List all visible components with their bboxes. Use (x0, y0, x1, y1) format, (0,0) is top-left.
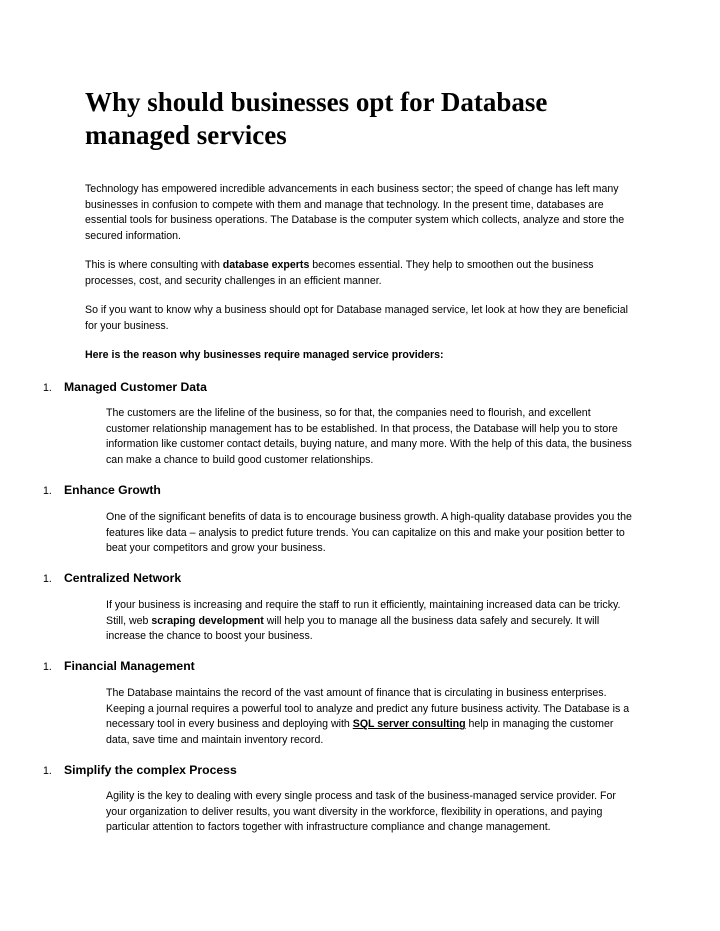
financial-management-text-end: help in managing the customer data, save time and maintain inventory record. (106, 718, 614, 746)
database-experts-term: database experts (222, 259, 310, 271)
list-item-body-simplify-complex-process: Agility is the key to dealing with every single process and task of the business-managed service provider. For your organization to deliver results, you want diversity in the workforce, flexibility in operations, and paying particular attention to factors together with infrastructure compliance and change management. (106, 790, 616, 834)
page-title: Why should businesses opt for Database managed services (85, 87, 548, 150)
reasons-lead-in-text: Here is the reason why businesses require managed service providers: (85, 349, 444, 361)
intro-paragraph-1: Technology has empowered incredible advancements in each business sector; the speed of change has left many businesses in confusion to compete with them and manage that technology. In the present time, databases are essential tools for business operations. The Database is the computer system which collects, analyze and store the secured information. (85, 183, 625, 242)
centralized-network-text-end: will help you to manage all the business data safely and securely. It will increase the chance to boost your business. (106, 614, 600, 643)
scraping-development-term: scraping development (151, 614, 264, 627)
list-item-body-financial-management (106, 686, 636, 748)
intro-paragraph-3: So if you want to know why a business should opt for Database managed service, let look at how they are beneficial for your business. (85, 304, 628, 332)
list-item-heading-financial-management: Financial Management (64, 659, 195, 673)
list-item-number: 1. (43, 485, 52, 497)
sql-server-consulting-link[interactable]: SQL server consulting (352, 718, 466, 731)
centralized-network-text-start: If your business is increasing and require the staff to run it efficiently, maintaining increased data can be tricky. Still, web (106, 599, 621, 627)
list-item-body-enhance-growth: One of the significant benefits of data is to encourage business growth. A high-quality database provides you the features like data – analysis to predict future trends. You can capitalize on this and make your position better to beat your competitors and grow your business. (106, 511, 632, 555)
list-item-body-managed-customer-data: The customers are the lifeline of the business, so for that, the companies need to flourish, and excellent customer relationship management has to be established. In that process, the Database will help you to store information like customer contact details, buying nature, and many more. With the help of this data, the business can make a chance to build good customer relationships. (106, 407, 632, 466)
list-item-number: 1. (43, 573, 52, 585)
reasons-lead-in (85, 348, 635, 364)
list-item-heading-centralized-network: Centralized Network (64, 571, 182, 585)
list-item-heading-simplify-complex-process: Simplify the complex Process (64, 763, 237, 777)
financial-management-text-start: The Database maintains the record of the vast amount of finance that is circulating in business enterprises. Keeping a journal requires a powerful tool to analyze and predict any future business activity. The Database is a necessary tool in every business and deploying with (106, 687, 630, 731)
list-item-number: 1. (43, 382, 52, 394)
intro-paragraph-2-text-end: becomes essential. They help to smoothen out the business processes, cost, and security challenges in an efficient manner. (85, 259, 594, 287)
intro-paragraph-2 (85, 258, 635, 289)
intro-paragraph-2-text-start: This is where consulting with (85, 259, 223, 271)
list-item-number: 1. (43, 661, 52, 673)
list-item-heading-managed-customer-data: Managed Customer Data (64, 380, 207, 394)
list-item-body-centralized-network (106, 598, 636, 645)
list-item-number: 1. (43, 765, 52, 777)
list-item-heading-enhance-growth: Enhance Growth (64, 483, 161, 497)
